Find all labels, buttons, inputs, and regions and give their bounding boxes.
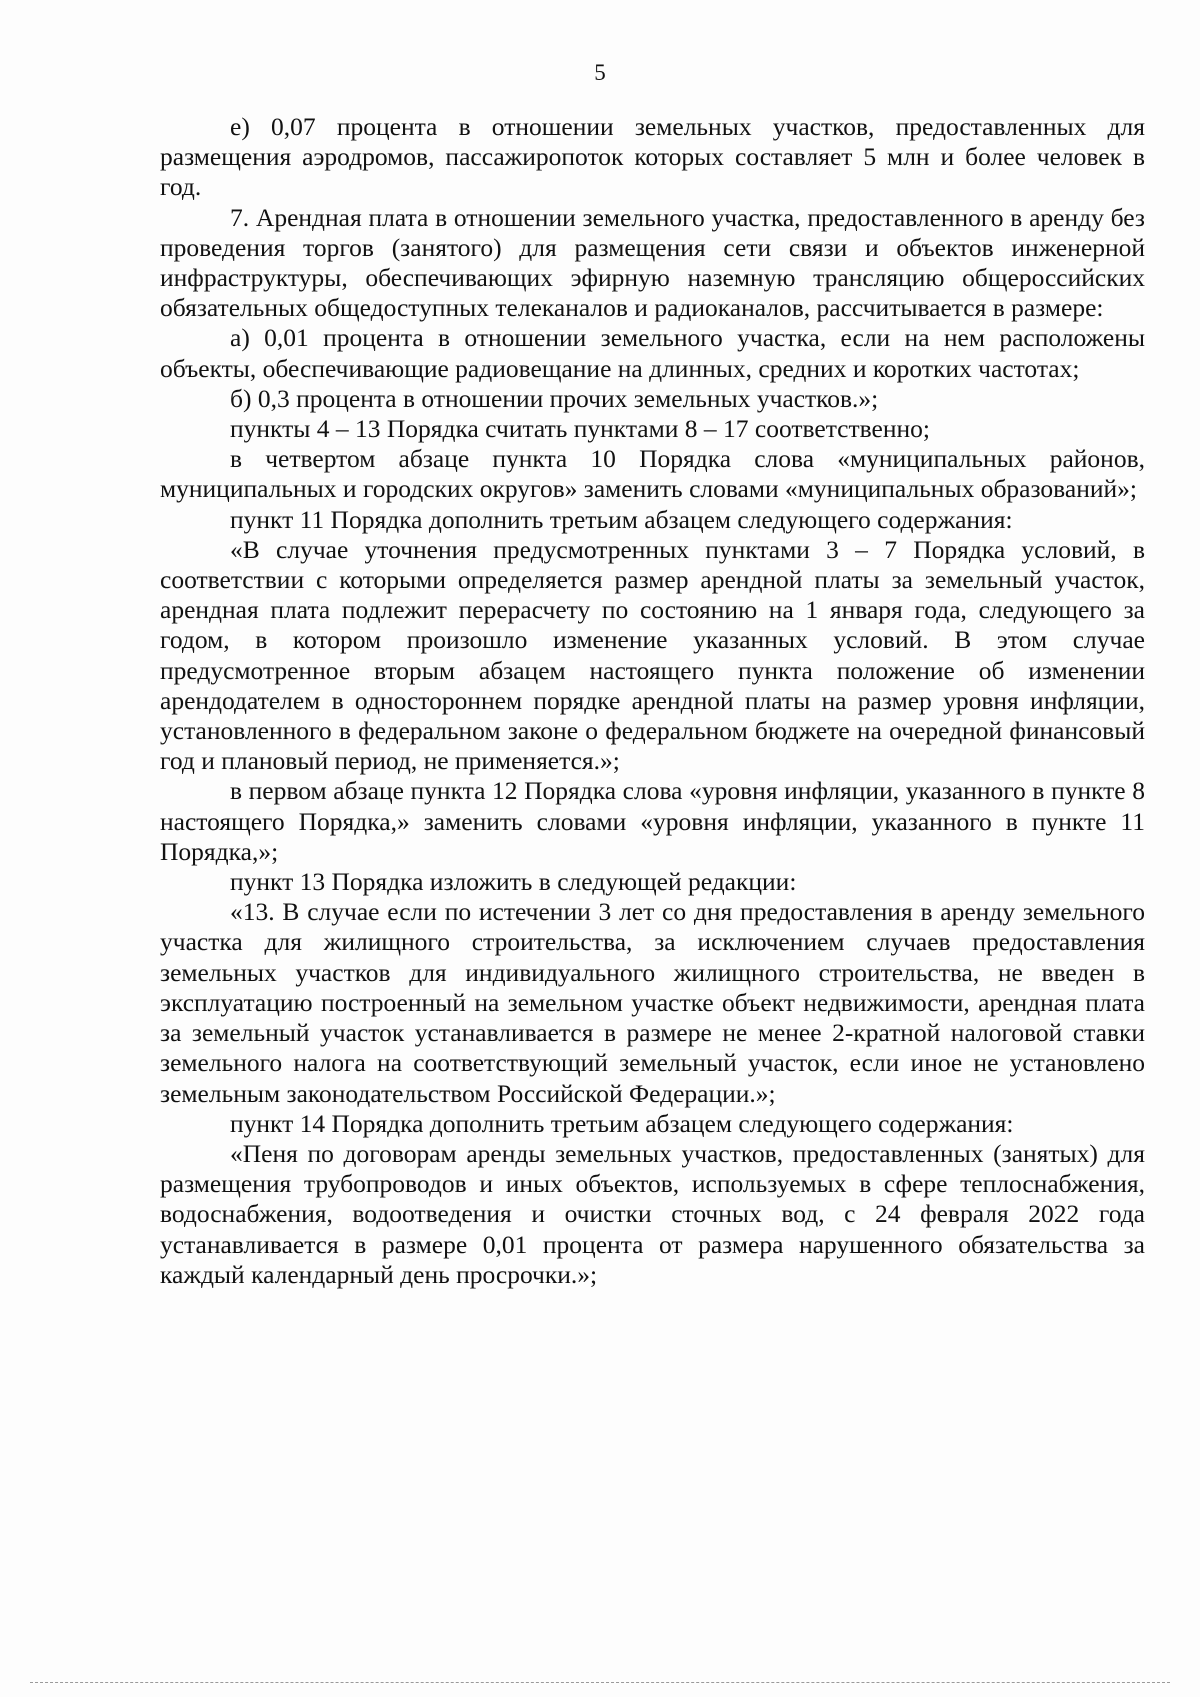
- document-body: [160, 112, 1145, 1290]
- paragraph-item-12-amendment: в первом абзаце пункта 12 Порядка слова «уровня инфляции, указанного в пункте 8 настоящего Порядка,» заменить словами «уровня инфляции, указанного в пункте 11 Порядка,»;: [160, 776, 1145, 866]
- paragraph-subitem-a: а) 0,01 процента в отношении земельного участка, если на нем расположены объекты, обеспечивающие радиовещание на длинных, средних и коротких частотах;: [160, 323, 1145, 383]
- paragraph-item-14-addition: пункт 14 Порядка дополнить третьим абзацем следующего содержания:: [230, 1108, 1014, 1138]
- paragraph-item-11-addition: пункт 11 Порядка дополнить третьим абзацем следующего содержания:: [230, 504, 1013, 534]
- paragraph-item-7: 7. Арендная плата в отношении земельного участка, предоставленного в аренду без проведения торгов (занятого) для размещения сети связи и объектов инженерной инфраструктуры, обеспечивающих эфирную наземную трансляцию общероссийских обязательных общедоступных телеканалов и радиоканалов, рассчитывается в размере:: [160, 202, 1145, 323]
- paragraph-item-11-text: «В случае уточнения предусмотренных пунктами 3 – 7 Порядка условий, в соответствии с которыми определяется размер арендной платы за земельный участок, арендная плата подлежит перерасчету по состоянию на 1 января года, следующего за годом, в котором произошло изменение указанных условий. В этом случае предусмотренное вторым абзацем настоящего пункта положение об изменении арендодателем в одностороннем порядке арендной платы на размер уровня инфляции, установленного в федеральном законе о федеральном бюджете на очередной финансовый год и плановый период, не применяется.»;: [160, 534, 1145, 776]
- paragraph-item-13-text: «13. В случае если по истечении 3 лет со дня предоставления в аренду земельного участка для жилищного строительства, за исключением случаев предоставления земельных участков для индивидуального жилищного строительства, не введен в эксплуатацию построенный на земельном участке объект недвижимости, арендная плата за земельный участок устанавливается в размере не менее 2-кратной налоговой ставки земельного налога на соответствующий земельный участок, если иное не установлено земельным законодательством Российской Федерации.»;: [160, 897, 1145, 1108]
- paragraph-item-14-text: «Пеня по договорам аренды земельных участков, предоставленных (занятых) для размещения трубопроводов и иных объектов, используемых в сфере теплоснабжения, водоснабжения, водоотведения и очистки сточных вод, с 24 февраля 2022 года устанавливается в размере 0,01 процента от размера нарушенного обязательства за каждый календарный день просрочки.»;: [160, 1138, 1145, 1289]
- page-number: 5: [594, 60, 606, 85]
- paragraph-item-10-amendment: в четвертом абзаце пункта 10 Порядка слова «муниципальных районов, муниципальных и городских округов» заменить словами «муниципальных образований»;: [160, 444, 1145, 504]
- paragraph-renumbering: пункты 4 – 13 Порядка считать пунктами 8 – 17 соответственно;: [230, 414, 930, 444]
- paragraph-e-aerodromes: е) 0,07 процента в отношении земельных участков, предоставленных для размещения аэродромов, пассажиропоток которых составляет 5 млн и более человек в год.: [160, 112, 1145, 202]
- scan-bottom-line: [30, 1682, 1170, 1683]
- paragraph-item-13-new-edition: пункт 13 Порядка изложить в следующей редакции:: [230, 867, 797, 897]
- paragraph-subitem-b: б) 0,3 процента в отношении прочих земельных участков.»;: [230, 383, 879, 413]
